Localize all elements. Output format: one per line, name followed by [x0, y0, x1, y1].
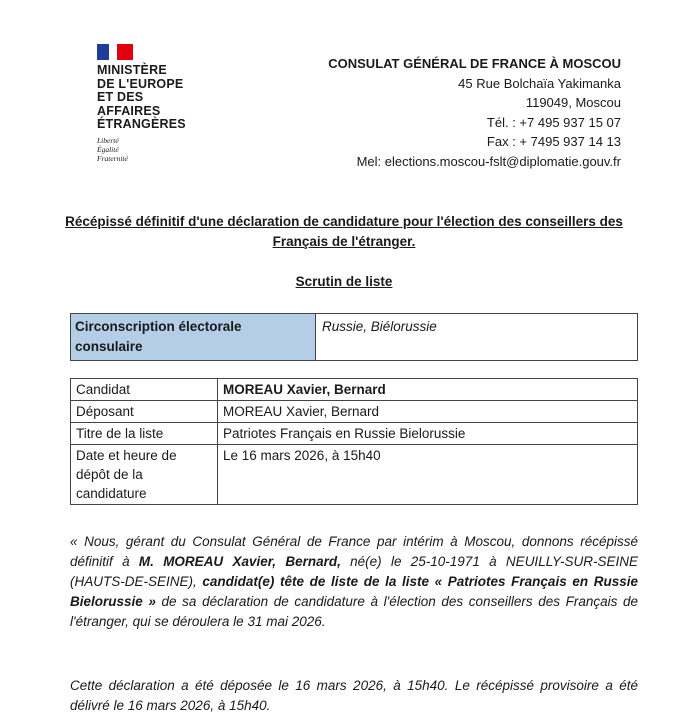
row-label: Date et heure de dépôt de la candidature: [71, 445, 218, 505]
row-value: MOREAU Xavier, Bernard: [218, 401, 638, 423]
row-value: Patriotes Français en Russie Bielorussie: [218, 423, 638, 445]
circonscription-value: Russie, Biélorussie: [316, 314, 638, 361]
table-row: [71, 314, 638, 361]
table-row: [71, 401, 638, 423]
row-label: Candidat: [71, 379, 218, 401]
document-subtitle: Scrutin de liste: [295, 274, 393, 289]
consulate-name: CONSULAT GÉNÉRAL DE FRANCE À MOSCOU: [328, 56, 621, 71]
document-title: Récépissé définitif d'une déclaration de candidature pour l'élection des conseillers des Français de l'étranger.: [65, 214, 623, 249]
table-row: [71, 423, 638, 445]
row-value: Le 16 mars 2026, à 15h40: [218, 445, 638, 505]
republic-motto: Liberté Égalité Fraternité: [97, 135, 128, 163]
consulate-tel: Tél. : +7 495 937 15 07: [486, 114, 621, 130]
consulate-city: 119049, Moscou: [525, 95, 621, 110]
row-label: Titre de la liste: [71, 423, 218, 445]
ministry-name: MINISTÈRE DE L'EUROPE ET DES AFFAIRES ÉTRANGÈRES: [97, 63, 186, 131]
candidature-table: [70, 378, 638, 505]
circonscription-label: Circonscription électorale consulaire: [71, 314, 316, 361]
deposit-paragraph: Cette déclaration a été déposée le 16 mars 2026, à 15h40. Le récépissé provisoire a été délivré le 16 mars 2026, à 15h40.: [70, 678, 638, 713]
declaration-paragraph: « Nous, gérant du Consulat Général de France par intérim à Moscou, donnons récépissé définitif à M. MOREAU Xavier, Bernard, né(e) le 25-10-1971 à NEUILLY-SUR-SEINE (HAUTS-DE-SEINE), candidat(e) tête de liste de la liste « Patriotes Français en Russie Bielorussie » de sa déclaration de candidature à l'élection des conseillers des Français de l'étranger, qui se déroulera le 31 mai 2026.: [70, 534, 638, 629]
row-value: MOREAU Xavier, Bernard: [218, 379, 638, 401]
consulate-fax: Fax : + 7495 937 14 13: [486, 134, 621, 149]
consulate-header: [328, 54, 621, 171]
consulate-address: 45 Rue Bolchaïa Yakimanka: [458, 75, 621, 91]
circonscription-table: [70, 313, 638, 361]
ministry-logo: [97, 44, 207, 163]
table-row: [71, 445, 638, 505]
table-row: [71, 379, 638, 401]
marianne-flag-icon: [97, 44, 133, 60]
consulate-email: Mel: elections.moscou-fslt@diplomatie.gouv.fr: [356, 153, 621, 169]
row-label: Déposant: [71, 401, 218, 423]
